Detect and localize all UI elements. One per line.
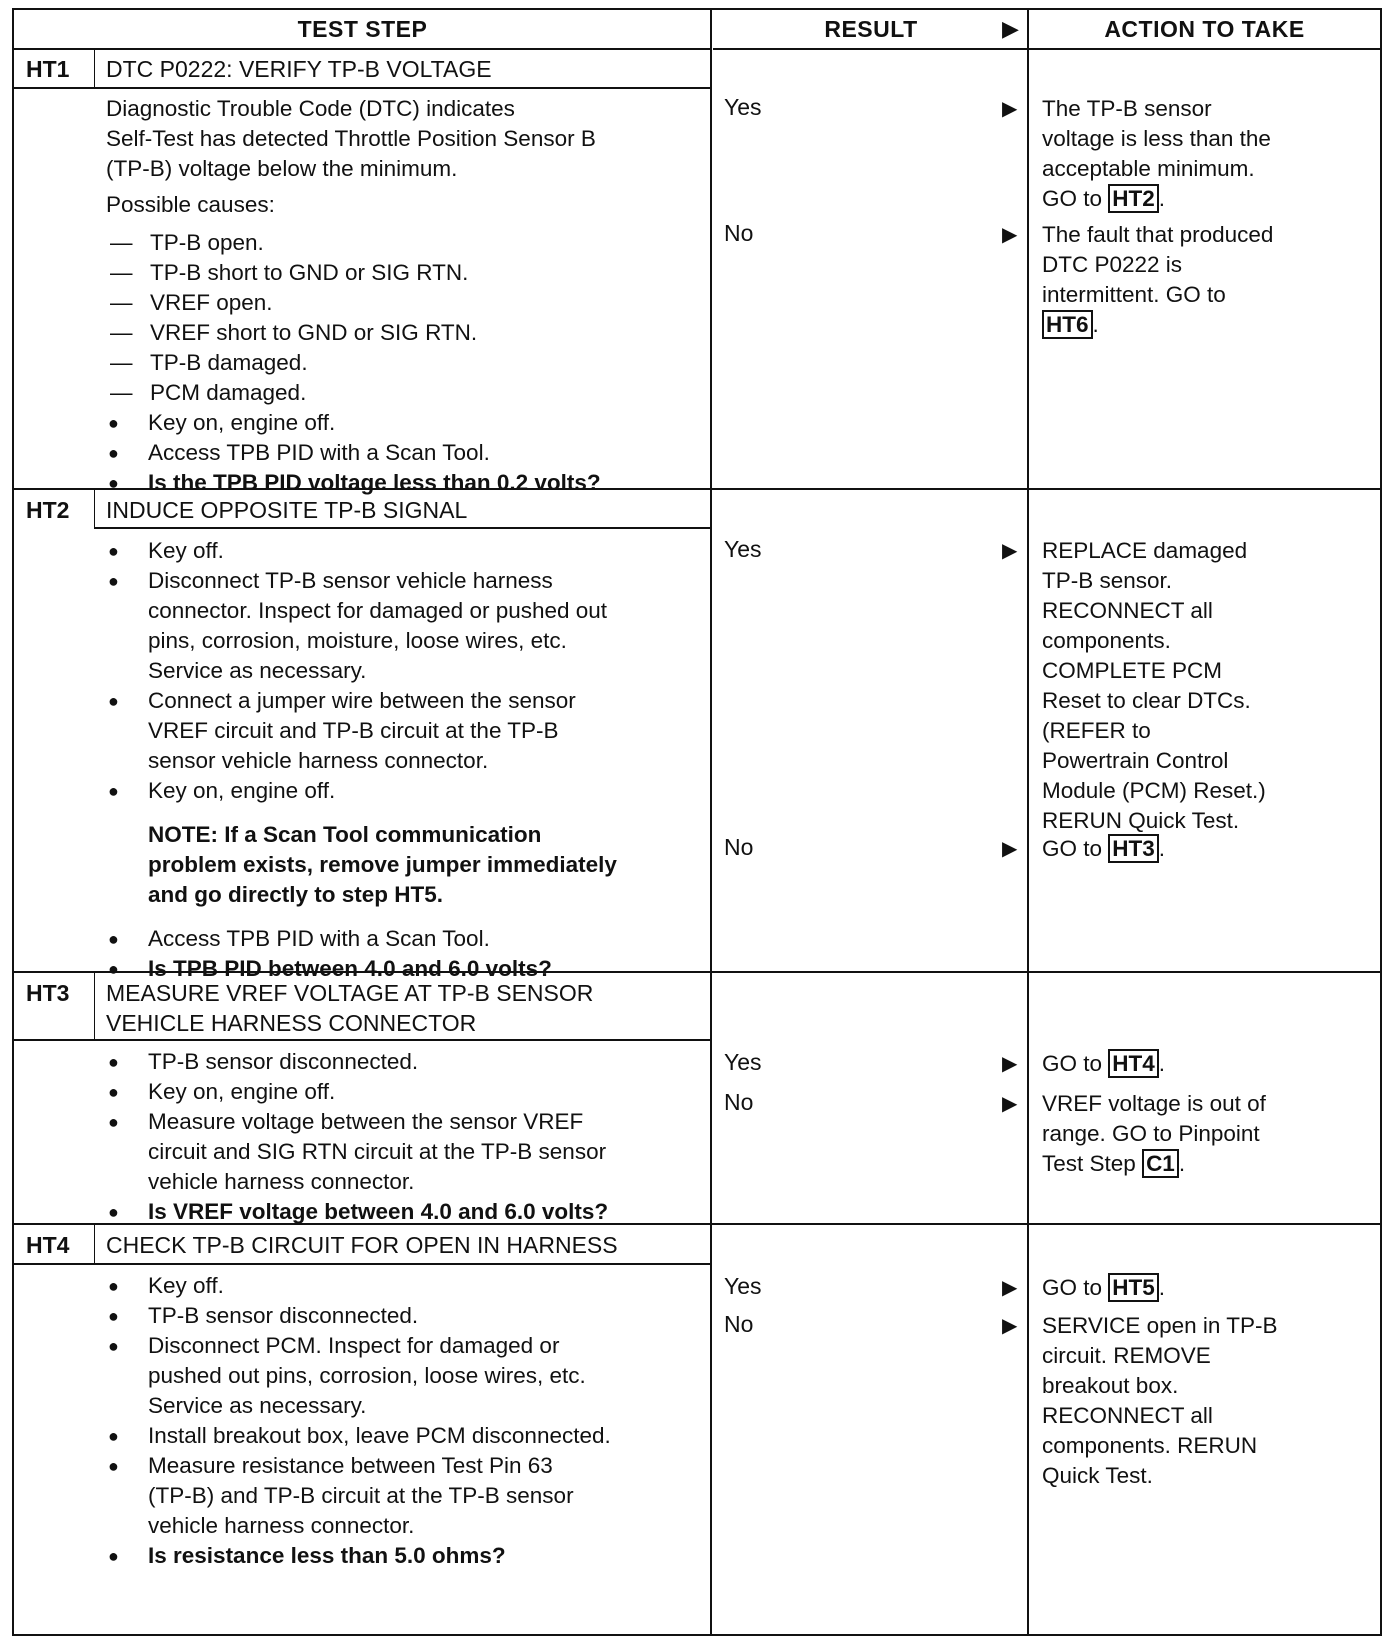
goto-step-link[interactable]: HT6 [1042,310,1093,339]
action-no: The fault that produced DTC P0222 is intermittent. GO to HT6 . [1042,222,1274,337]
step-body: ● Key off. ● TP-B sensor disconnected. ● Disconnect PCM. Inspect for damaged or pushed out pins, corrosion, loose wires, etc. Service as necessary. ● Install breakout box, leave PCM disconnected. ● Measure resistance between Test Pin 63 (TP-B) and TP-B circuit at the TP-B sensor vehicle harness connector. ● Is resistance less than 5.0 ohms? [106,1271,706,1571]
goto-step-link[interactable]: C1 [1142,1149,1179,1178]
step-title: MEASURE VREF VOLTAGE AT TP-B SENSOR VEHICLE HARNESS CONNECTOR [106,980,594,1036]
intro-line: Self-Test has detected Throttle Position Sensor B [106,126,596,151]
cause-item: — VREF open. [106,288,706,318]
arrow-icon: ▶ [1002,838,1018,860]
bullet-item: ● Access TPB PID with a Scan Tool. [106,438,706,468]
intro-line: (TP-B) voltage below the minimum. [106,156,458,181]
arrow-icon: ▶ [1002,224,1018,246]
id-separator [94,1225,95,1263]
title-underline [14,87,710,89]
result-no: No [724,1311,754,1337]
arrow-icon: ▶ [1002,1277,1018,1299]
cause-item: — VREF short to GND or SIG RTN. [106,318,706,348]
diagnostic-table [12,8,1382,1636]
step-id: HT1 [26,56,70,82]
arrow-icon: ▶ [1002,1093,1018,1115]
result-no: No [724,220,754,246]
title-underline [14,1263,710,1265]
title-underline [94,527,710,529]
result-no: No [724,834,754,860]
action-yes: The TP-B sensor voltage is less than the acceptable minimum. GO to HT2 . [1042,96,1271,211]
intro-line: Diagnostic Trouble Code (DTC) indicates [106,96,515,121]
cause-item: — PCM damaged. [106,378,706,408]
result-yes: Yes [724,1049,762,1075]
arrow-icon: ▶ [1002,1315,1018,1337]
action-no: GO to HT3 . [1042,836,1166,861]
action-yes: GO to HT5 . [1042,1275,1166,1300]
column-divider [710,10,712,1634]
action-yes: REPLACE damaged TP-B sensor. RECONNECT all components. COMPLETE PCM Reset to clear DTCs. (REFER to Powertrain Control Module (PCM) Reset.) RERUN Quick Test. [1042,538,1266,833]
bullet-question: ● Is resistance less than 5.0 ohms? [106,1541,706,1571]
cause-item: — TP-B damaged. [106,348,706,378]
note: NOTE: If a Scan Tool communication [148,822,542,847]
id-separator [94,50,95,88]
bullet-question: ● Is TPB PID between 4.0 and 6.0 volts? [106,954,706,984]
id-separator [94,973,95,1039]
bullet-question: ● Is VREF voltage between 4.0 and 6.0 volts? [106,1197,706,1227]
step-title: DTC P0222: VERIFY TP-B VOLTAGE [106,56,492,82]
id-separator [94,490,95,528]
causes-label: Possible causes: [106,192,275,217]
cause-item: — TP-B open. [106,228,706,258]
goto-step-link[interactable]: HT4 [1108,1049,1159,1078]
arrow-icon: ▶ [1002,540,1018,562]
step-id: HT4 [26,1232,70,1258]
arrow-icon: ▶ [1002,98,1018,120]
result-yes: Yes [724,1273,762,1299]
goto-step-link[interactable]: HT5 [1108,1273,1159,1302]
step-title: CHECK TP-B CIRCUIT FOR OPEN IN HARNESS [106,1232,618,1258]
step-title: INDUCE OPPOSITE TP-B SIGNAL [106,497,468,523]
step-body: ● Key off. ● Disconnect TP-B sensor vehicle harness connector. Inspect for damaged or pushed out pins, corrosion, moisture, loose wires, etc. Service as necessary. ● Connect a jumper wire between the sensor VREF circuit and TP-B circuit at the TP-B sensor vehicle harness connector. ● Key on, engine off. NOTE: If a Scan Tool communication problem exists, remove jumper immediately and go directly to step HT5. ● Access TPB PID with a Scan Tool. ● Is TPB PID between 4.0 and 6.0 volts? [106,536,706,984]
goto-step-link[interactable]: HT2 [1108,184,1159,213]
arrow-icon: ▶ [1002,1053,1018,1075]
header-result: RESULT [713,10,1029,50]
header-test-step: TEST STEP [14,10,711,50]
goto-step-link[interactable]: HT3 [1108,834,1159,863]
step-id: HT2 [26,497,70,523]
action-no: VREF voltage is out of range. GO to Pinpoint Test Step C1 . [1042,1091,1266,1176]
action-no: SERVICE open in TP-B circuit. REMOVE breakout box. RECONNECT all components. RERUN Quick Test. [1042,1313,1278,1488]
result-yes: Yes [724,94,762,120]
title-underline [14,1039,710,1041]
step-body: ● TP-B sensor disconnected. ● Key on, engine off. ● Measure voltage between the sensor VREF circuit and SIG RTN circuit at the TP-B sensor vehicle harness connector. ● Is VREF voltage between 4.0 and 6.0 volts? [106,1047,706,1227]
header-arrow-icon: ▶ [1002,16,1019,41]
cause-item: — TP-B short to GND or SIG RTN. [106,258,706,288]
step-body [106,94,706,498]
column-divider [1027,10,1029,1634]
step-id: HT3 [26,980,70,1006]
action-yes: GO to HT4 . [1042,1051,1166,1076]
result-yes: Yes [724,536,762,562]
header-action: ACTION TO TAKE [1029,10,1380,50]
result-no: No [724,1089,754,1115]
bullet-item: ● Key on, engine off. [106,408,706,438]
bullet-question: ● Is the TPB PID voltage less than 0.2 volts? [106,468,706,498]
